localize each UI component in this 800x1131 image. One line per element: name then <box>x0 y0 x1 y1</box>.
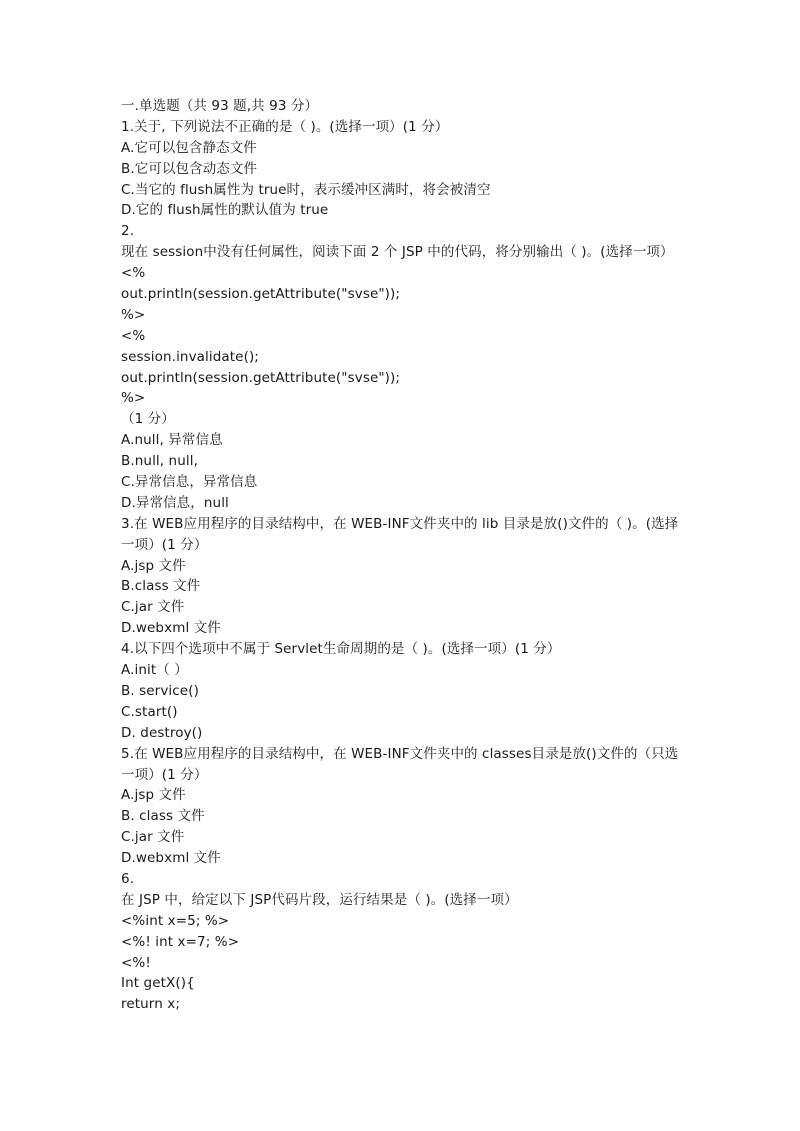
text-line: 现在 session中没有任何属性，阅读下面 2 个 JSP 中的代码，将分别输出（ )。(选择一项） <box>121 244 674 261</box>
document-body <box>121 96 691 1015</box>
question-line: 5.在 WEB应用程序的目录结构中，在 WEB-INF文件夹中的 classes目录是放()文件的（只选 <box>121 745 679 762</box>
option-line: B.class 文件 <box>121 578 201 595</box>
text-line: （1 分） <box>121 411 175 428</box>
option-line: C.start() <box>121 703 178 720</box>
option-line: C.jar 文件 <box>121 829 185 846</box>
option-line: C.异常信息，异常信息 <box>121 474 258 491</box>
option-line: A.init（ ） <box>121 662 188 679</box>
option-line: B. class 文件 <box>121 808 205 825</box>
question-line: 6. <box>121 870 135 887</box>
option-line: A.jsp 文件 <box>121 787 186 804</box>
code-line: session.invalidate(); <box>121 348 259 365</box>
code-line: out.println(session.getAttribute("svse")); <box>121 369 401 386</box>
option-line: A.jsp 文件 <box>121 557 186 574</box>
option-line: A.它可以包含静态文件 <box>121 139 257 156</box>
code-line: <% <box>121 265 146 282</box>
option-line: B.它可以包含动态文件 <box>121 160 258 177</box>
option-line: C.当它的 flush属性为 true时，表示缓冲区满时，将会被清空 <box>121 181 491 198</box>
text-line: 在 JSP 中，给定以下 JSP代码片段，运行结果是（ )。(选择一项） <box>121 891 518 908</box>
code-line: return x; <box>121 996 181 1013</box>
code-line: out.println(session.getAttribute("svse")); <box>121 286 401 303</box>
text-line: 一项）(1 分） <box>121 536 208 553</box>
option-line: D.它的 flush属性的默认值为 true <box>121 202 329 219</box>
question-line: 2. <box>121 223 135 240</box>
code-line: <%! <box>121 954 151 971</box>
code-line: <%! int x=7; %> <box>121 933 240 950</box>
option-line: B. service() <box>121 682 199 699</box>
question-line: 4.以下四个选项中不属于 Servlet生命周期的是（ )。(选择一项）(1 分） <box>121 641 561 658</box>
option-line: D.webxml 文件 <box>121 620 221 637</box>
option-line: C.jar 文件 <box>121 599 185 616</box>
question-line: 3.在 WEB应用程序的目录结构中，在 WEB-INF文件夹中的 lib 目录是放()文件的（ )。(选择 <box>121 515 679 532</box>
option-line: A.null, 异常信息 <box>121 432 223 449</box>
code-line: Int getX(){ <box>121 975 195 992</box>
code-line: %> <box>121 390 146 407</box>
option-line: D.异常信息，null <box>121 494 229 511</box>
code-line: <%int x=5; %> <box>121 912 230 929</box>
option-line: B.null, null, <box>121 453 198 470</box>
option-line: D.webxml 文件 <box>121 850 221 867</box>
text-line: 一项）(1 分） <box>121 766 208 783</box>
section-heading: 一.单选题（共 93 题,共 93 分） <box>121 98 319 114</box>
code-line: <% <box>121 327 146 344</box>
question-line: 1.关于, 下列说法不正确的是（ )。(选择一项）(1 分） <box>121 118 449 135</box>
code-line: %> <box>121 306 146 323</box>
option-line: D. destroy() <box>121 724 203 741</box>
